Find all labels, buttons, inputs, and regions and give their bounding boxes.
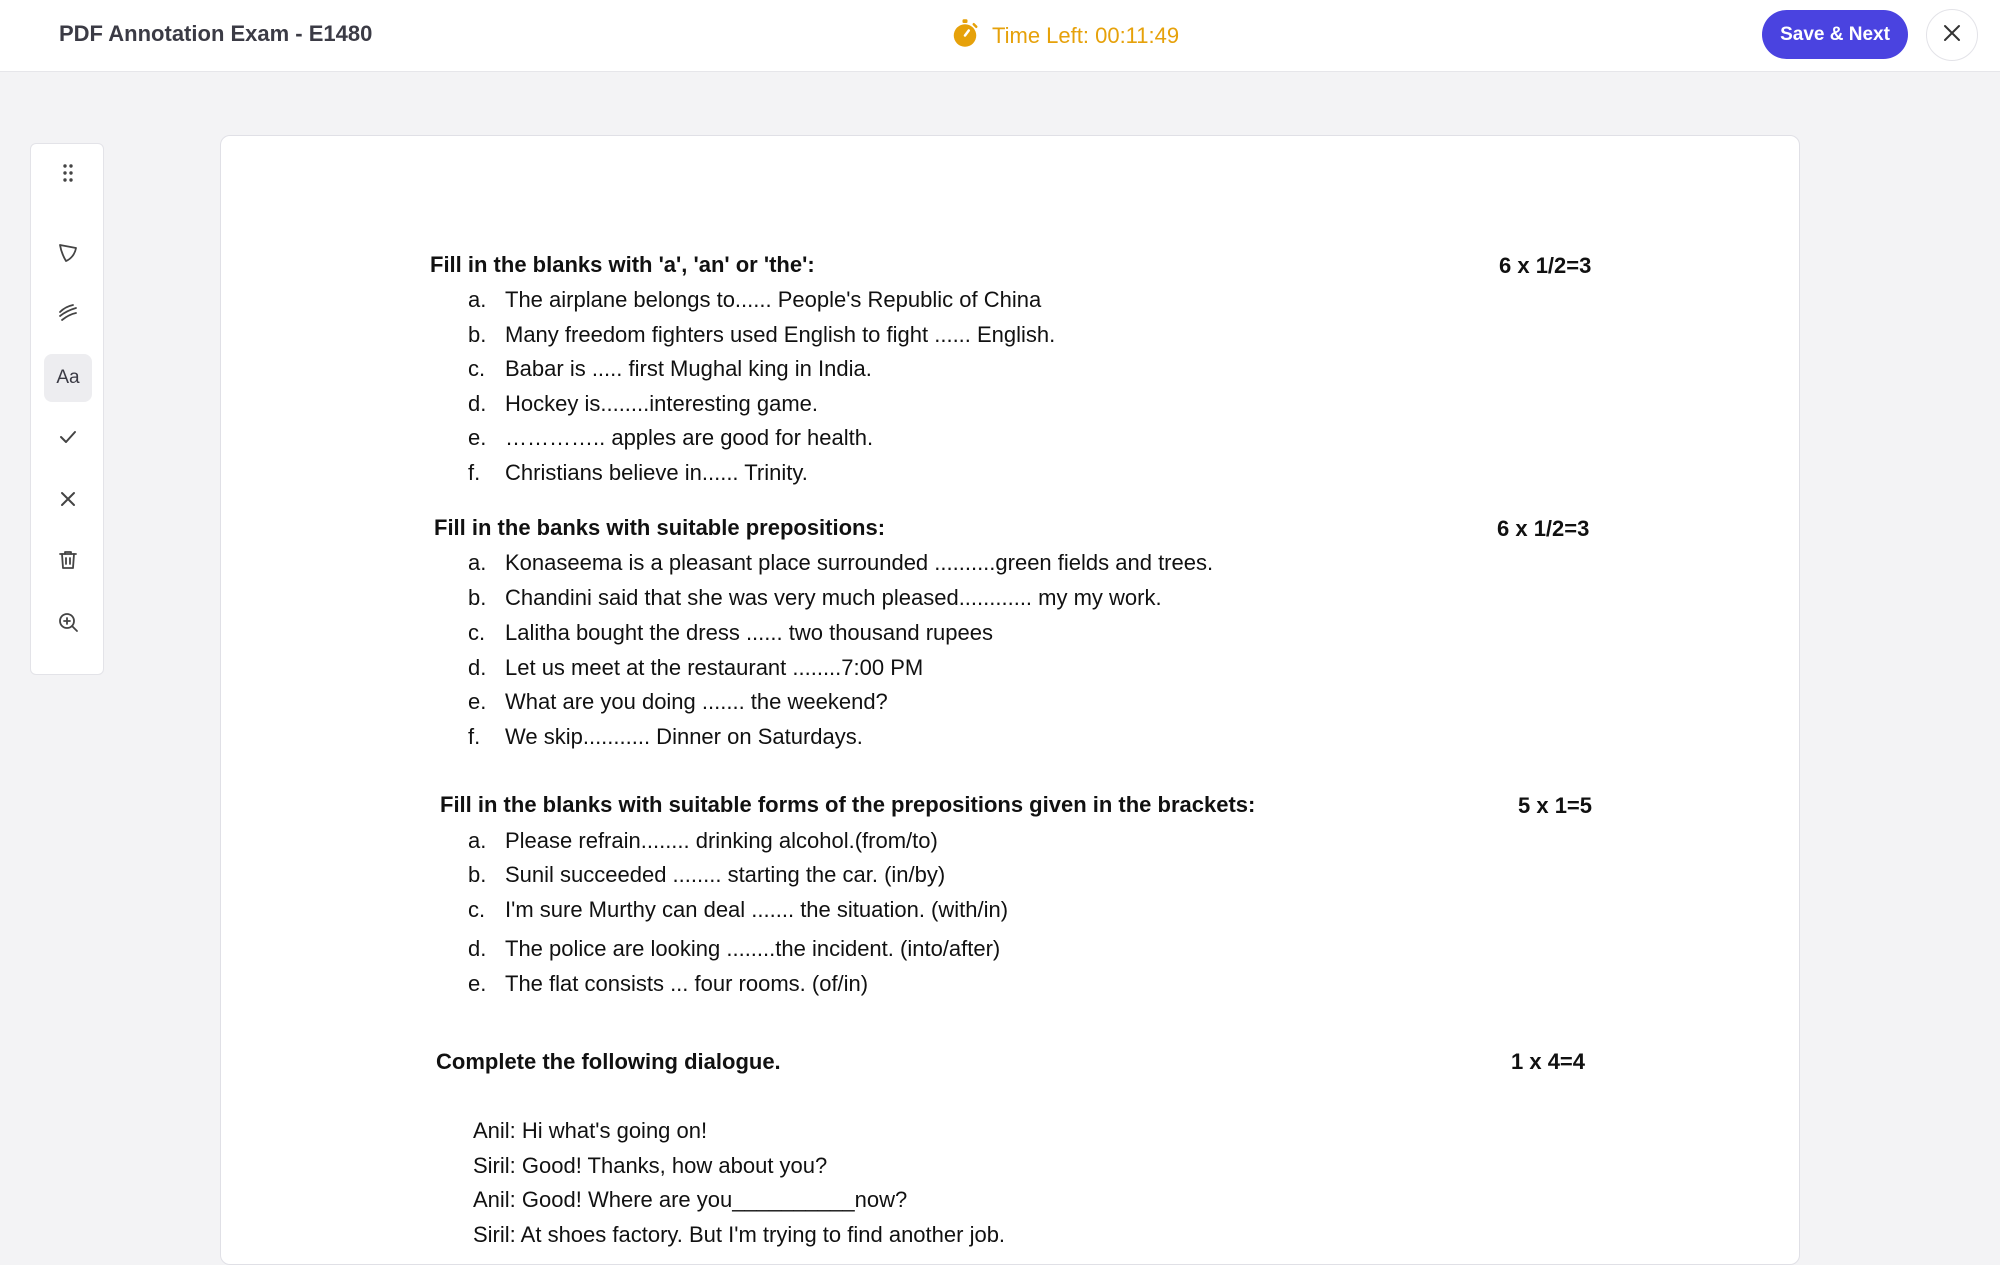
cross-tool-button[interactable]	[44, 477, 92, 525]
exam-title: PDF Annotation Exam - E1480	[59, 21, 373, 46]
signature-tool-button[interactable]	[44, 291, 92, 339]
text-icon: Aa	[56, 367, 80, 388]
zoom-in-icon	[56, 610, 80, 639]
close-button[interactable]	[1926, 9, 1978, 61]
section-marks: 6 x 1/2=3	[1499, 253, 1592, 278]
section-heading: Complete the following dialogue.	[436, 1049, 781, 1074]
section-marks: 5 x 1=5	[1518, 793, 1593, 818]
dialogue-line: Anil: Good! Where are you__________now?	[473, 1187, 908, 1212]
section-heading: Fill in the blanks with 'a', 'an' or 'the':	[430, 252, 815, 277]
section-marks: 6 x 1/2=3	[1497, 516, 1590, 541]
dialogue-line: Anil: Hi what's going on!	[473, 1118, 708, 1143]
section-heading: Fill in the blanks with suitable forms of the prepositions given in the brackets:	[440, 792, 1256, 817]
drag-handle-button[interactable]	[44, 151, 92, 199]
check-tool-button[interactable]	[44, 415, 92, 463]
section-heading: Fill in the banks with suitable prepositions:	[434, 515, 886, 540]
drag-handle-icon	[56, 161, 80, 190]
delete-icon	[56, 548, 80, 577]
shape-icon	[56, 240, 80, 269]
top-bar	[0, 0, 2000, 72]
annotation-toolbar	[30, 143, 104, 675]
timer	[950, 18, 1179, 54]
check-icon	[56, 425, 80, 454]
text-tool-button[interactable]	[44, 354, 92, 402]
delete-tool-button[interactable]	[44, 538, 92, 586]
stopwatch-icon	[950, 18, 980, 54]
section-marks: 1 x 4=4	[1511, 1049, 1586, 1074]
pdf-page[interactable]: Fill in the blanks with 'a', 'an' or 'the': 6 x 1/2=3 a. The airplane belongs to...... People's Republic of China b. Many freedom fighters used English to fight ...... English. c. Babar is ..... first Mughal king in India. d. Hockey is........interesting game. e. ………….. apples are good for health. f. Christians believe in...... Trinity. Fill in the banks with suitable prepositions: 6 x 1/2=3 a. Konaseema is a pleasant place surrounded ..........green fields and trees. b. Chandini said that she was very much pleased............ my my work. c. Lalitha bought the dress ...... two thousand rupees d. Let us meet at the restaurant ........7:00 PM e. What are you doing ....... the weekend? f. We skip........... Dinner on Saturdays. Fill in the blanks with suitable forms of the prepositions given in the brackets: 5 x 1=5 a. Please refrain........ drinking alcohol.(from/to) b. Sunil succeeded ........ starting the car. (in/by) c. I'm sure Murthy can deal ....... the situation. (with/in) d. The police are looking ........the incident. (into/after) e. The flat consists ... four rooms. (of/in) Complete the following dialogue. 1 x 4=4 Anil: Hi what's going on! Siril: Good! Thanks, how about you? Anil: Good! Where are you__________now? Siril: At shoes factory. But I'm trying to find another job.	[220, 135, 1800, 1265]
save-next-button[interactable]: Save & Next	[1762, 10, 1908, 59]
cross-icon	[56, 487, 80, 516]
shape-tool-button[interactable]	[44, 230, 92, 278]
signature-icon	[56, 301, 80, 330]
dialogue-line: Siril: At shoes factory. But I'm trying to find another job.	[473, 1222, 1006, 1247]
close-icon	[1942, 23, 1962, 48]
timer-label: Time Left: 00:11:49	[992, 23, 1180, 48]
zoom-in-tool-button[interactable]	[44, 600, 92, 648]
dialogue-line: Siril: Good! Thanks, how about you?	[473, 1153, 828, 1178]
